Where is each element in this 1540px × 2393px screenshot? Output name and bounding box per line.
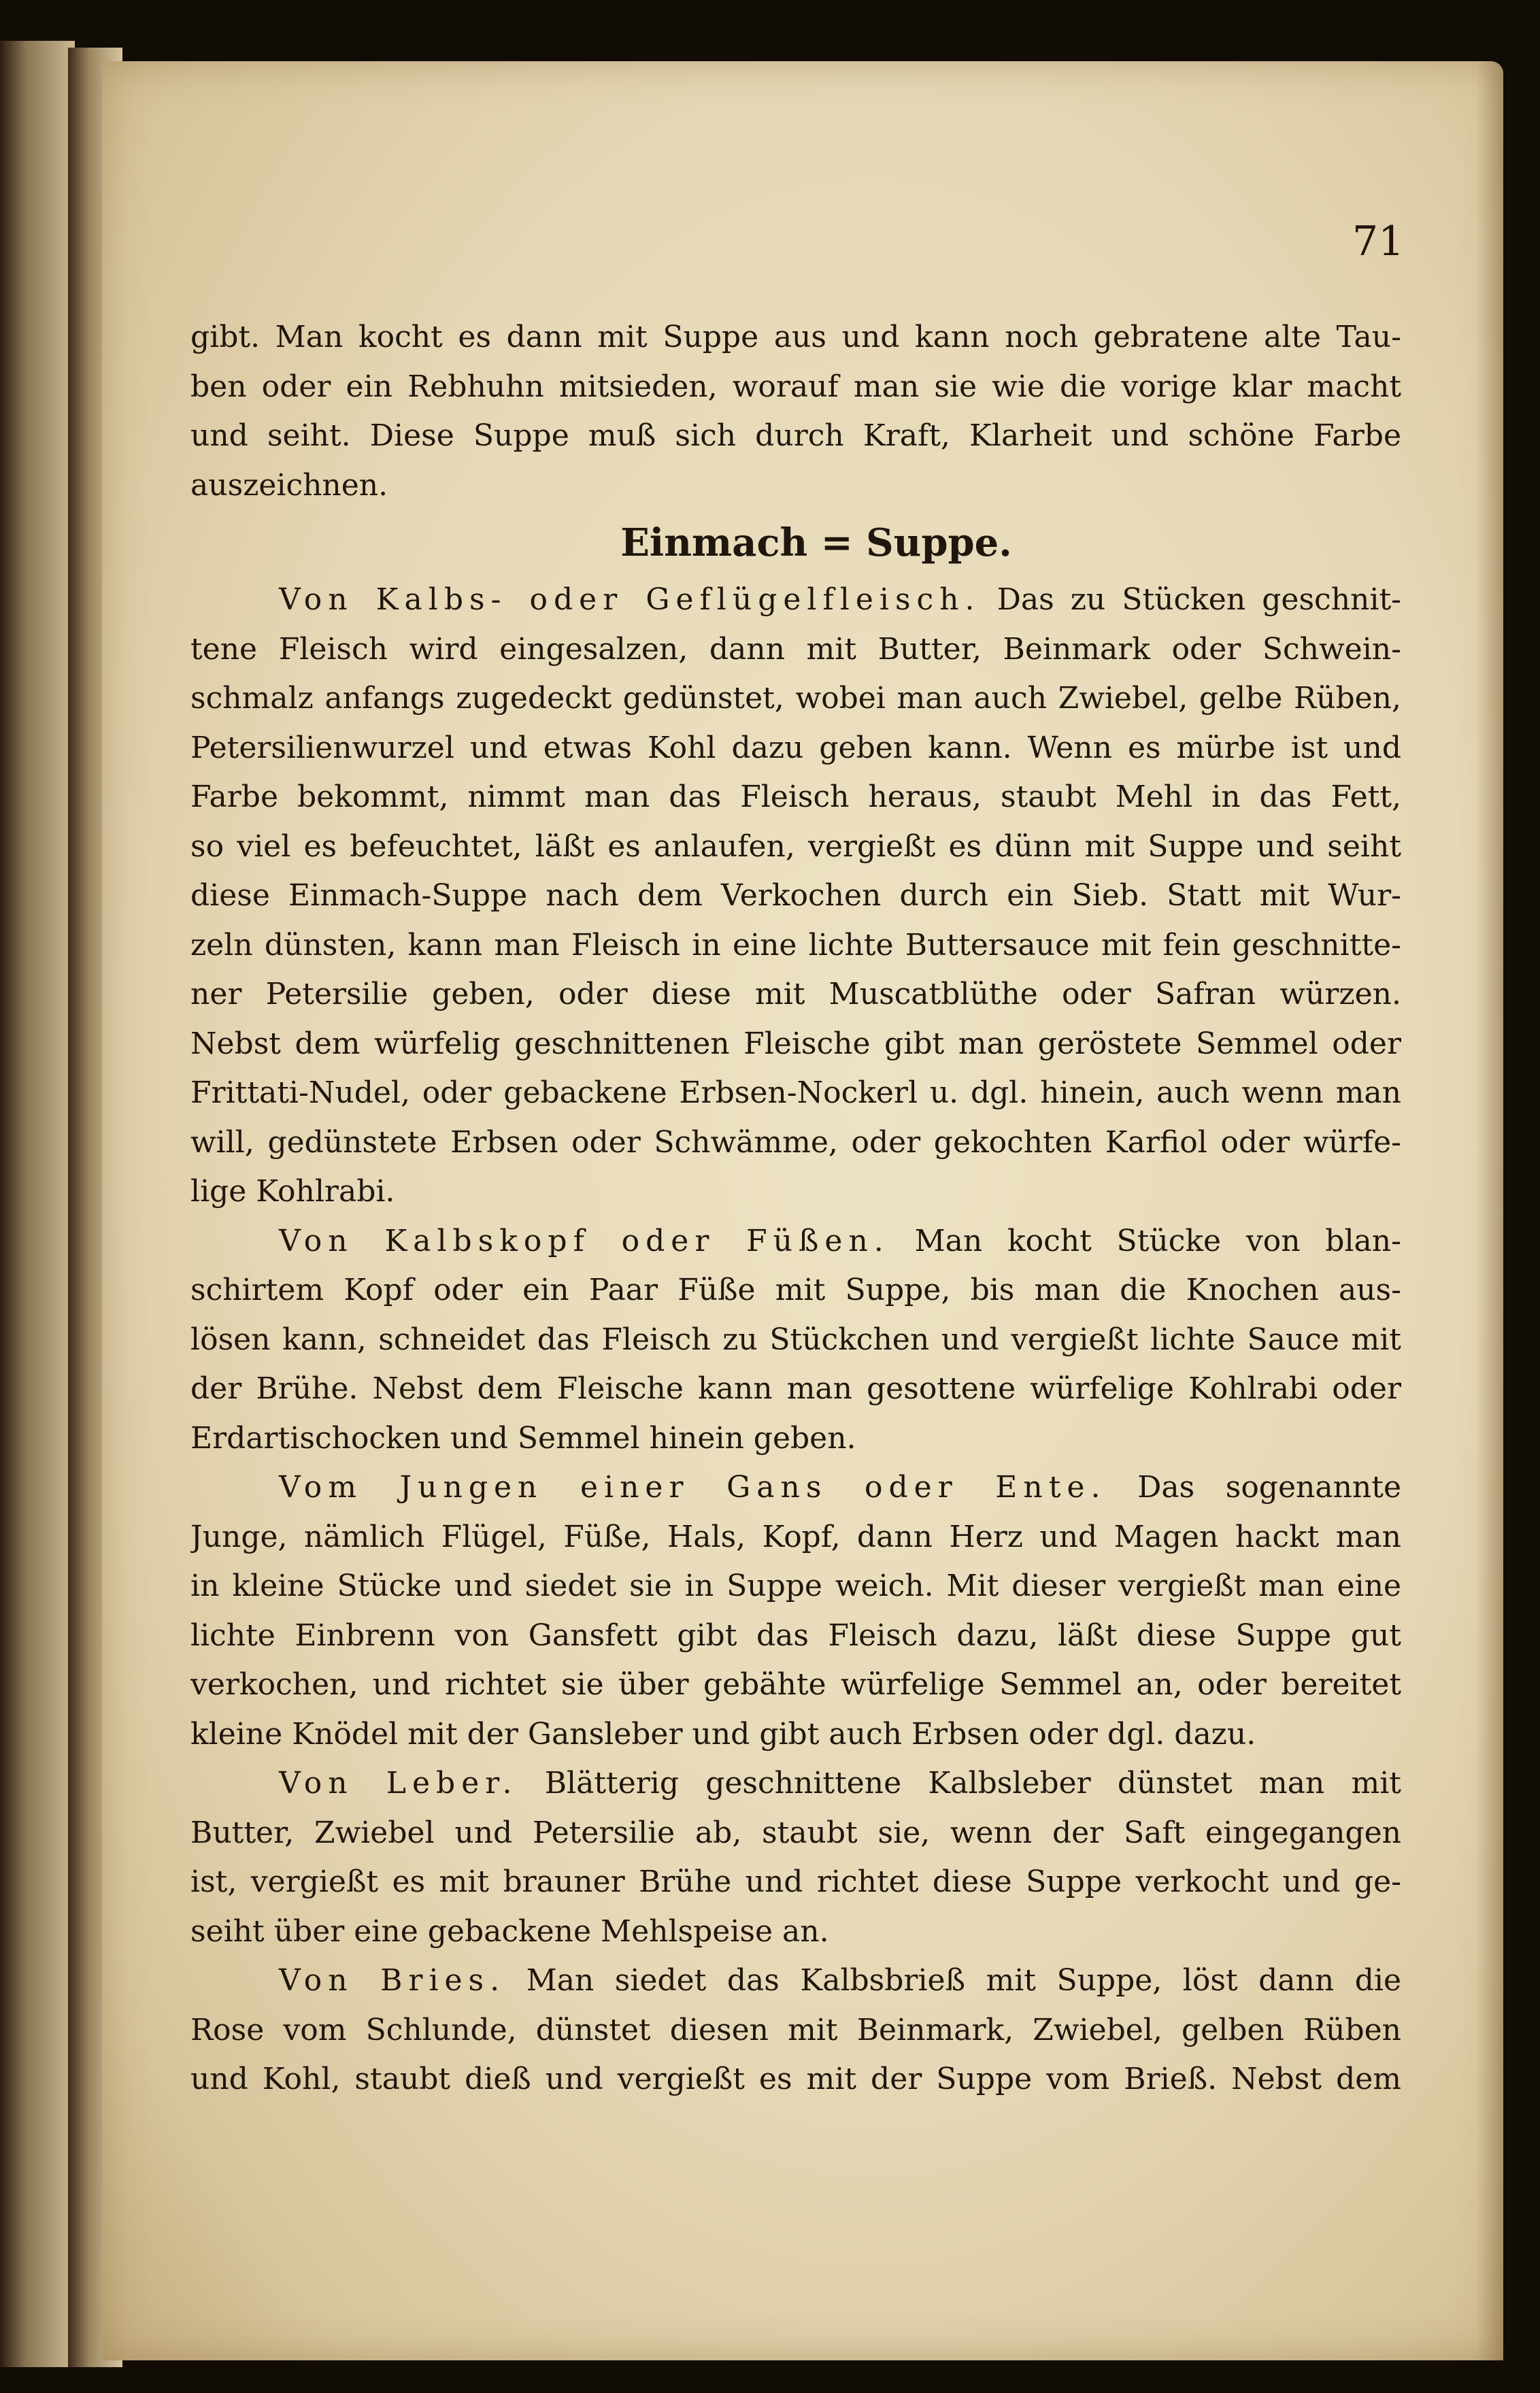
paragraph-lead-continuation: Das sogenannte <box>1137 1470 1401 1505</box>
text-line: auszeichnen. <box>190 467 388 503</box>
text-line: und seiht. Diese Suppe muß sich durch Kraft, Klarheit und schöne Farbe <box>190 418 1401 453</box>
text-line: schmalz anfangs zugedeckt gedünstet, wobei man auch Zwiebel, gelbe Rüben, <box>190 681 1401 716</box>
facing-page-edge <box>0 41 75 2367</box>
text-line: Frittati-Nudel, oder gebackene Erbsen-Nockerl u. dgl. hinein, auch wenn man <box>190 1075 1401 1110</box>
paragraph-lead-continuation: Man kocht Stücke von blan- <box>914 1223 1401 1258</box>
text-line: Farbe bekommt, nimmt man das Fleisch heraus, staubt Mehl in das Fett, <box>190 780 1401 814</box>
text-line: der Brühe. Nebst dem Fleische kann man gesottene würfelige Kohlrabi oder <box>190 1371 1401 1406</box>
paragraph-lead: Vom Jungen einer Gans oder Ente. <box>279 1470 1107 1505</box>
section-heading: Einmach = Suppe. <box>620 520 1012 565</box>
text-line: lichte Einbrenn von Gansfett gibt das Fleisch dazu, läßt diese Suppe gut <box>190 1618 1401 1653</box>
text-line: will, gedünstete Erbsen oder Schwämme, oder gekochten Karfiol oder würfe- <box>190 1124 1401 1160</box>
text-line: diese Einmach-Suppe nach dem Verkochen durch ein Sieb. Statt mit Wur- <box>190 878 1401 913</box>
paragraph-first-line <box>190 1956 1401 2006</box>
paragraph-lead: Von Bries. <box>279 1963 506 1998</box>
text-line: Petersilienwurzel und etwas Kohl dazu geben kann. Wenn es mürbe ist und <box>190 730 1401 765</box>
text-line: zeln dünsten, kann man Fleisch in eine lichte Buttersauce mit fein geschnitte- <box>190 927 1401 963</box>
paragraph-lead-continuation: Man siedet das Kalbsbrieß mit Suppe, löst dann die <box>526 1963 1401 1998</box>
text-line: in kleine Stücke und siedet sie in Suppe weich. Mit dieser vergießt man eine <box>190 1569 1401 1603</box>
text-line: Junge, nämlich Flügel, Füße, Hals, Kopf, dann Herz und Magen hackt man <box>190 1519 1401 1554</box>
paragraph-first-line <box>190 1463 1401 1513</box>
text-line: tene Fleisch wird eingesalzen, dann mit Butter, Beinmark oder Schwein- <box>190 631 1401 667</box>
text-line: Butter, Zwiebel und Petersilie ab, staubt sie, wenn der Saft eingegangen <box>190 1815 1401 1850</box>
paragraph-lead: Von Kalbskopf oder Füßen. <box>279 1223 890 1258</box>
paragraph-lead-continuation: Das zu Stücken geschnit- <box>997 582 1401 617</box>
paragraph-first-line <box>190 575 1401 625</box>
text-line: und Kohl, staubt dieß und vergießt es mit der Suppe vom Brieß. Nebst dem <box>190 2062 1401 2096</box>
page-text <box>190 313 1401 2105</box>
page-edge-shadow <box>1476 61 1503 2360</box>
paragraph-lead: Von Kalbs- oder Geflügelfleisch. <box>279 582 981 617</box>
paragraph-first-line <box>190 1759 1401 1809</box>
text-line: so viel es befeuchtet, läßt es anlaufen, vergießt es dünn mit Suppe und seiht <box>190 829 1401 864</box>
text-line: ner Petersilie geben, oder diese mit Muscatblüthe oder Safran würzen. <box>190 977 1401 1011</box>
paragraph-lead: Von Leber. <box>279 1766 518 1801</box>
page-number: 71 <box>1352 218 1405 265</box>
text-line: seiht über eine gebackene Mehlspeise an. <box>190 1913 829 1949</box>
book-page <box>102 61 1503 2360</box>
text-line: schirtem Kopf oder ein Paar Füße mit Suppe, bis man die Knochen aus- <box>190 1273 1401 1307</box>
text-line: lösen kann, schneidet das Fleisch zu Stückchen und vergießt lichte Sauce mit <box>190 1322 1401 1357</box>
text-line: lige Kohlrabi. <box>190 1174 395 1209</box>
text-line: Erdartischocken und Semmel hinein geben. <box>190 1420 856 1456</box>
text-line: verkochen, und richtet sie über gebähte würfelige Semmel an, oder bereitet <box>190 1667 1401 1702</box>
text-line: Rose vom Schlunde, dünstet diesen mit Beinmark, Zwiebel, gelben Rüben <box>190 2012 1401 2047</box>
text-line: gibt. Man kocht es dann mit Suppe aus und kann noch gebratene alte Tau- <box>190 320 1401 354</box>
paragraph-first-line <box>190 1217 1401 1267</box>
text-line: Nebst dem würfelig geschnittenen Fleische gibt man geröstete Semmel oder <box>190 1026 1401 1061</box>
text-line: kleine Knödel mit der Gansleber und gibt auch Erbsen oder dgl. dazu. <box>190 1716 1256 1752</box>
text-line: ist, vergießt es mit brauner Brühe und richtet diese Suppe verkocht und ge- <box>190 1864 1401 1899</box>
text-line: ben oder ein Rebhuhn mitsieden, worauf man sie wie die vorige klar macht <box>190 369 1401 404</box>
paragraph-lead-continuation: Blätterig geschnittene Kalbsleber dünstet man mit <box>544 1766 1401 1801</box>
